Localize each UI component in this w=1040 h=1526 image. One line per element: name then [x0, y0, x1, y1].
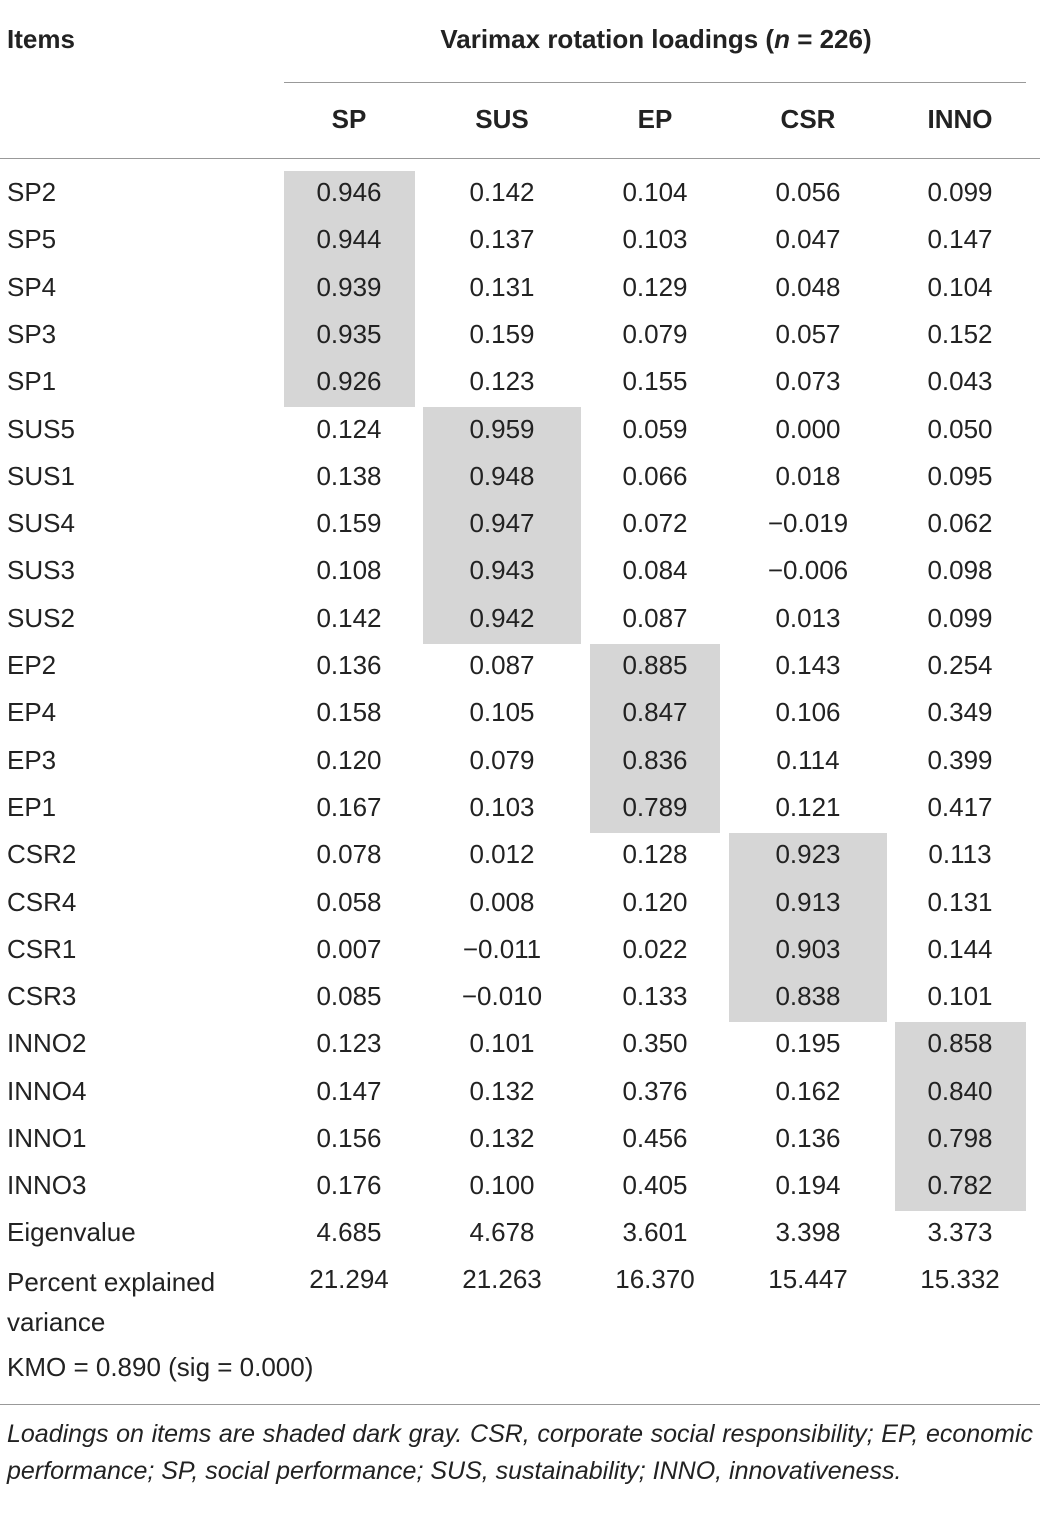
loading-csr: 0.073	[775, 366, 841, 397]
loading-ep: 0.456	[622, 1123, 688, 1153]
eigenvalue-ep: 3.601	[622, 1217, 688, 1247]
loading-inno: 0.417	[927, 791, 993, 822]
header-group-title	[286, 24, 1026, 55]
loading-inno: 0.144	[927, 933, 993, 964]
column-header-ep: EP	[637, 104, 673, 134]
item-label: SUS5	[7, 413, 75, 444]
loading-csr: 0.913	[775, 886, 841, 917]
loading-ep: 0.022	[622, 933, 688, 964]
loading-csr: 0.903	[775, 933, 841, 964]
item-label: SUS4	[7, 508, 75, 539]
loading-inno: 0.062	[927, 508, 993, 539]
item-label: INNO2	[7, 1028, 87, 1059]
item-label: EP4	[7, 697, 57, 728]
table-row	[0, 975, 1040, 1022]
table-row	[0, 833, 1040, 880]
loading-inno: 0.098	[927, 555, 993, 586]
table-row	[0, 597, 1040, 644]
eigenvalue-csr: 3.398	[775, 1217, 841, 1247]
loading-inno: 0.113	[928, 839, 992, 870]
loading-csr: 0.121	[775, 791, 841, 822]
item-label: INNO4	[7, 1075, 87, 1106]
loading-csr: 0.195	[775, 1028, 841, 1059]
loading-sp: 0.138	[316, 460, 382, 491]
table-row	[0, 360, 1040, 407]
loading-ep: 0.087	[622, 602, 688, 633]
item-label: EP3	[7, 744, 57, 775]
percent-variance-sus: 21.263	[462, 1264, 542, 1294]
loading-ep: 0.836	[622, 744, 688, 775]
loading-sp: 0.944	[316, 224, 382, 255]
loading-ep: 0.376	[622, 1075, 688, 1106]
loading-csr: 0.838	[775, 981, 841, 1012]
loading-sus: 0.142	[469, 177, 535, 207]
loading-sus: 0.947	[469, 508, 535, 539]
column-header-inno: INNO	[927, 104, 993, 134]
loading-csr: 0.143	[775, 650, 841, 680]
loading-sus: 0.079	[469, 744, 535, 775]
loading-csr: 0.056	[775, 177, 841, 207]
loading-sp: 0.159	[316, 508, 382, 539]
loading-sus: 0.942	[469, 602, 535, 633]
loading-sp: 0.156	[316, 1123, 382, 1153]
loading-csr: −0.019	[767, 508, 849, 539]
loading-sus: 0.159	[469, 318, 535, 349]
table-row	[0, 691, 1040, 738]
item-label: SP3	[7, 318, 57, 349]
loading-sus: −0.010	[461, 981, 543, 1012]
item-label: CSR1	[7, 933, 77, 964]
loading-sp: 0.176	[316, 1170, 382, 1201]
loading-sp: 0.946	[316, 177, 382, 207]
loading-csr: 0.018	[775, 460, 841, 491]
loading-csr: 0.106	[775, 697, 841, 728]
table-row	[0, 455, 1040, 502]
loading-sp: 0.120	[316, 744, 382, 775]
table-footnote: Loadings on items are shaded dark gray. CSR, corporate social responsibility; EP, economic performance; SP, social performance; SUS, sustainability; INNO, innovativeness.	[7, 1420, 1033, 1485]
loading-sus: 0.008	[469, 886, 535, 917]
loading-inno: 0.840	[927, 1075, 993, 1106]
loading-csr: 0.013	[775, 602, 841, 633]
loading-sus: 0.103	[469, 791, 535, 822]
column-header-csr: CSR	[780, 104, 836, 134]
table-row	[0, 408, 1040, 455]
loading-sus: 0.131	[469, 271, 535, 302]
loading-inno: 0.043	[927, 366, 993, 397]
loading-ep: 0.885	[622, 650, 688, 680]
loading-sus: 0.123	[469, 366, 535, 397]
percent-variance-csr: 15.447	[768, 1264, 848, 1294]
loading-inno: 0.050	[927, 413, 993, 444]
loading-inno: 0.101	[927, 981, 993, 1012]
loading-csr: −0.006	[767, 555, 849, 586]
loading-sus: 0.959	[469, 413, 535, 444]
header-group-rule	[284, 82, 1026, 83]
loading-ep: 0.350	[622, 1028, 688, 1059]
item-label: INNO1	[7, 1123, 87, 1153]
loading-inno: 0.798	[927, 1123, 993, 1153]
item-label: SUS2	[7, 602, 75, 633]
loading-sp: 0.142	[316, 602, 382, 633]
loading-csr: 0.000	[775, 413, 841, 444]
item-label: EP2	[7, 650, 57, 680]
loading-ep: 0.129	[622, 271, 688, 302]
group-title-pre: Varimax rotation loadings (	[440, 24, 775, 54]
loading-inno: 0.099	[927, 177, 993, 207]
percent-variance-inno: 15.332	[920, 1264, 1000, 1294]
loading-sus: −0.011	[462, 933, 542, 964]
loading-ep: 0.084	[622, 555, 688, 586]
loading-ep: 0.059	[622, 413, 688, 444]
loading-ep: 0.405	[622, 1170, 688, 1201]
table-row	[0, 1117, 1040, 1164]
loading-inno: 0.399	[927, 744, 993, 775]
percent-variance-label: Percent explained variance	[7, 1267, 216, 1337]
column-header-sus: SUS	[475, 104, 529, 134]
loading-sus: 0.132	[469, 1123, 535, 1153]
loading-csr: 0.162	[775, 1075, 841, 1106]
loading-sp: 0.078	[316, 839, 382, 870]
item-label: SP1	[7, 366, 57, 397]
table-row	[0, 644, 1040, 691]
loading-ep: 0.847	[622, 697, 688, 728]
table-row	[0, 266, 1040, 313]
loading-sp: 0.123	[316, 1028, 382, 1059]
loading-inno: 0.782	[927, 1170, 993, 1201]
loading-sus: 0.012	[469, 839, 535, 870]
loading-sp: 0.058	[316, 886, 382, 917]
loading-csr: 0.194	[775, 1170, 841, 1201]
loading-csr: 0.136	[775, 1123, 841, 1153]
loading-inno: 0.858	[927, 1028, 993, 1059]
loading-ep: 0.079	[622, 318, 688, 349]
item-label: EP1	[7, 791, 57, 822]
loading-sp: 0.926	[316, 366, 382, 397]
loading-ep: 0.789	[622, 791, 688, 822]
loading-sus: 0.105	[469, 697, 535, 728]
loading-inno: 0.131	[927, 886, 993, 917]
loading-ep: 0.120	[622, 886, 688, 917]
loading-sus: 0.132	[469, 1075, 535, 1106]
percent-variance-sp: 21.294	[309, 1264, 389, 1294]
header-items-label: Items	[7, 24, 75, 54]
table-row	[0, 881, 1040, 928]
loading-sp: 0.136	[316, 650, 382, 680]
eigenvalue-inno: 3.373	[927, 1217, 993, 1247]
eigenvalue-sp: 4.685	[316, 1217, 382, 1247]
table-row	[0, 928, 1040, 975]
loading-inno: 0.095	[927, 460, 993, 491]
loading-sp: 0.939	[316, 271, 382, 302]
item-label: SUS1	[7, 460, 75, 491]
loading-inno: 0.099	[927, 602, 993, 633]
group-title-post: = 226)	[789, 24, 872, 54]
loading-sp: 0.007	[316, 933, 382, 964]
item-label: CSR2	[7, 839, 77, 870]
table-row	[0, 1164, 1040, 1211]
loading-inno: 0.349	[927, 697, 993, 728]
loading-inno: 0.152	[927, 318, 993, 349]
loading-ep: 0.103	[622, 224, 688, 255]
kmo-statistic: KMO = 0.890 (sig = 0.000)	[7, 1352, 314, 1382]
table-row	[0, 739, 1040, 786]
item-label: INNO3	[7, 1170, 87, 1201]
loading-sus: 0.943	[469, 555, 535, 586]
loading-csr: 0.923	[775, 839, 841, 870]
eigenvalue-row	[0, 1211, 1040, 1258]
loading-sp: 0.124	[316, 413, 382, 444]
loading-inno: 0.254	[927, 650, 993, 680]
loading-inno: 0.104	[927, 271, 993, 302]
loading-ep: 0.066	[622, 460, 688, 491]
eigenvalue-label: Eigenvalue	[7, 1217, 136, 1247]
item-label: CSR4	[7, 886, 77, 917]
percent-variance-row	[0, 1258, 1040, 1305]
loading-sus: 0.137	[469, 224, 535, 255]
loading-ep: 0.104	[622, 177, 688, 207]
loading-sp: 0.147	[316, 1075, 382, 1106]
loading-sp: 0.167	[316, 791, 382, 822]
loading-sp: 0.935	[316, 318, 382, 349]
loading-ep: 0.133	[622, 981, 688, 1012]
item-label: SP5	[7, 224, 57, 255]
table-row	[0, 171, 1040, 218]
table-row	[0, 313, 1040, 360]
loading-sus: 0.101	[469, 1028, 535, 1059]
percent-variance-ep: 16.370	[615, 1264, 695, 1294]
loading-ep: 0.128	[622, 839, 688, 870]
table-row	[0, 1070, 1040, 1117]
table-row	[0, 1022, 1040, 1069]
table-row	[0, 502, 1040, 549]
loading-csr: 0.114	[776, 744, 840, 775]
loading-sp: 0.108	[316, 555, 382, 586]
item-label: SP2	[7, 177, 57, 207]
loading-inno: 0.147	[927, 224, 993, 255]
loading-ep: 0.155	[622, 366, 688, 397]
loading-sus: 0.100	[469, 1170, 535, 1201]
item-label: SUS3	[7, 555, 75, 586]
loading-sp: 0.085	[316, 981, 382, 1012]
header-bottom-rule	[0, 158, 1040, 159]
table-row	[0, 218, 1040, 265]
item-label: SP4	[7, 271, 57, 302]
loading-ep: 0.072	[622, 508, 688, 539]
table-row	[0, 549, 1040, 596]
item-label: CSR3	[7, 981, 77, 1012]
group-title-n: n	[774, 24, 790, 54]
table-row	[0, 786, 1040, 833]
loading-sp: 0.158	[316, 697, 382, 728]
loading-csr: 0.047	[775, 224, 841, 255]
eigenvalue-sus: 4.678	[469, 1217, 535, 1247]
footnote-rule	[0, 1404, 1040, 1405]
loading-sus: 0.087	[469, 650, 535, 680]
column-header-sp: SP	[331, 104, 367, 134]
loading-sus: 0.948	[469, 460, 535, 491]
loading-csr: 0.057	[775, 318, 841, 349]
loading-csr: 0.048	[775, 271, 841, 302]
